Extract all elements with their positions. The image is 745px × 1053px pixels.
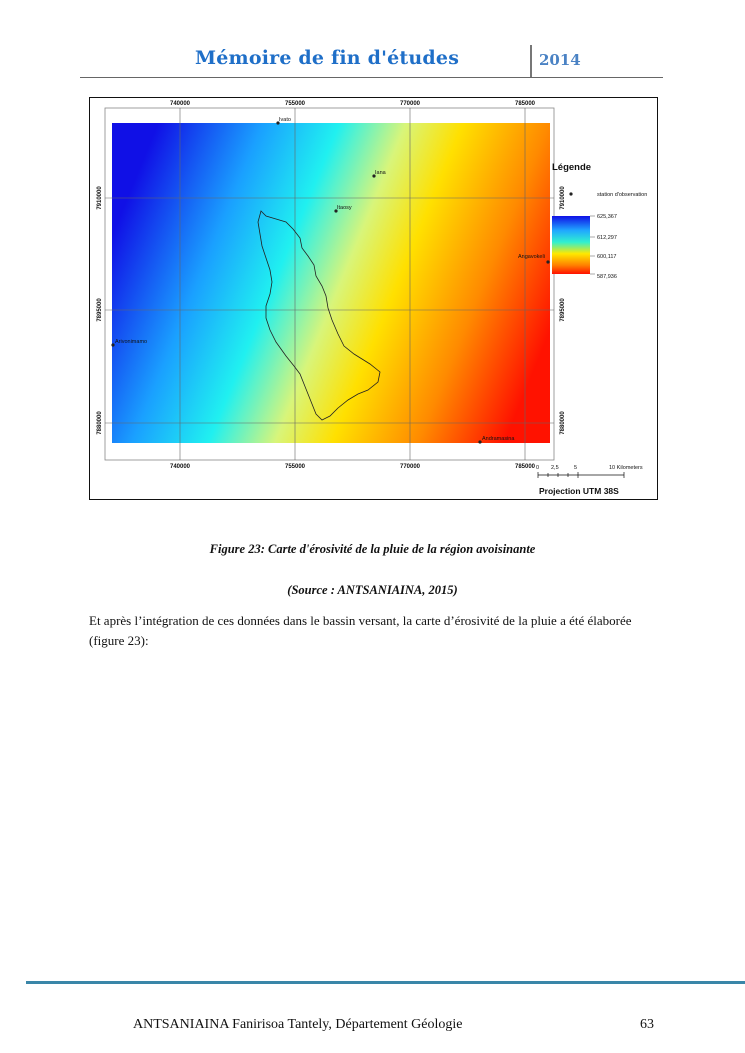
scale-bar (536, 465, 643, 478)
tick-label-right: 7895000 (560, 298, 566, 322)
station-label: Itaosy (337, 205, 352, 211)
scale-label: 5 (574, 465, 578, 471)
tick-label-bottom: 755000 (284, 464, 306, 470)
header-separator (530, 45, 532, 77)
page-number: 63 (640, 1017, 654, 1032)
legend-color-ramp (552, 216, 590, 274)
scale-label: 0 (536, 465, 540, 471)
legend-value: 612,297 (597, 235, 617, 241)
erosivity-map-figure (89, 97, 658, 500)
footer-rule (26, 981, 745, 984)
tick-label-right: 7880000 (560, 411, 566, 435)
legend-station-symbol (569, 192, 572, 195)
station-label: Angavokeli (518, 254, 545, 260)
figure-caption: Figure 23: Carte d'érosivité de la pluie de la région avoisinante (209, 542, 536, 556)
scale-label: 10 Kilometers (609, 465, 643, 471)
scale-label: 2,5 (551, 465, 559, 471)
legend-value: 587,936 (597, 274, 617, 280)
tick-label-left: 7880000 (97, 411, 103, 435)
station-label: Ivato (279, 117, 291, 123)
tick-label-bottom: 740000 (169, 464, 191, 470)
tick-label-bottom: 785000 (514, 464, 536, 470)
legend-title: Légende (552, 162, 592, 173)
erosivity-raster (112, 123, 550, 443)
station-label: Arivonimamo (115, 339, 148, 345)
station-label: Andramasina (482, 436, 515, 442)
figure-source: (Source : ANTSANIAINA, 2015) (287, 583, 458, 597)
tick-label-left: 7910000 (97, 186, 103, 210)
tick-label-bottom: 770000 (399, 464, 421, 470)
legend-value: 600,117 (597, 254, 617, 260)
legend-station-label: station d'observation (597, 192, 648, 198)
footer-author: ANTSANIAINA Fanirisoa Tantely, Département Géologie (133, 1017, 463, 1032)
tick-label-top: 740000 (169, 101, 191, 107)
body-paragraph: Et après l’intégration de ces données dans le bassin versant, la carte d’érosivité de la pluie a été élaborée (figure 23): (89, 613, 632, 648)
tick-label-right: 7910000 (560, 186, 566, 210)
erosivity-map (90, 98, 659, 501)
tick-label-top: 755000 (284, 101, 306, 107)
tick-label-top: 785000 (514, 101, 536, 107)
station-label: Iana (375, 170, 386, 176)
tick-label-left: 7895000 (97, 298, 103, 322)
legend-value: 625,367 (597, 214, 617, 220)
header-year: 2014 (539, 51, 581, 69)
station-point (546, 260, 549, 263)
tick-label-top: 770000 (399, 101, 421, 107)
header-rule (80, 77, 663, 78)
map-legend (552, 162, 647, 280)
header-title: Mémoire de fin d'études (195, 47, 460, 69)
projection-label: Projection UTM 38S (539, 486, 619, 496)
